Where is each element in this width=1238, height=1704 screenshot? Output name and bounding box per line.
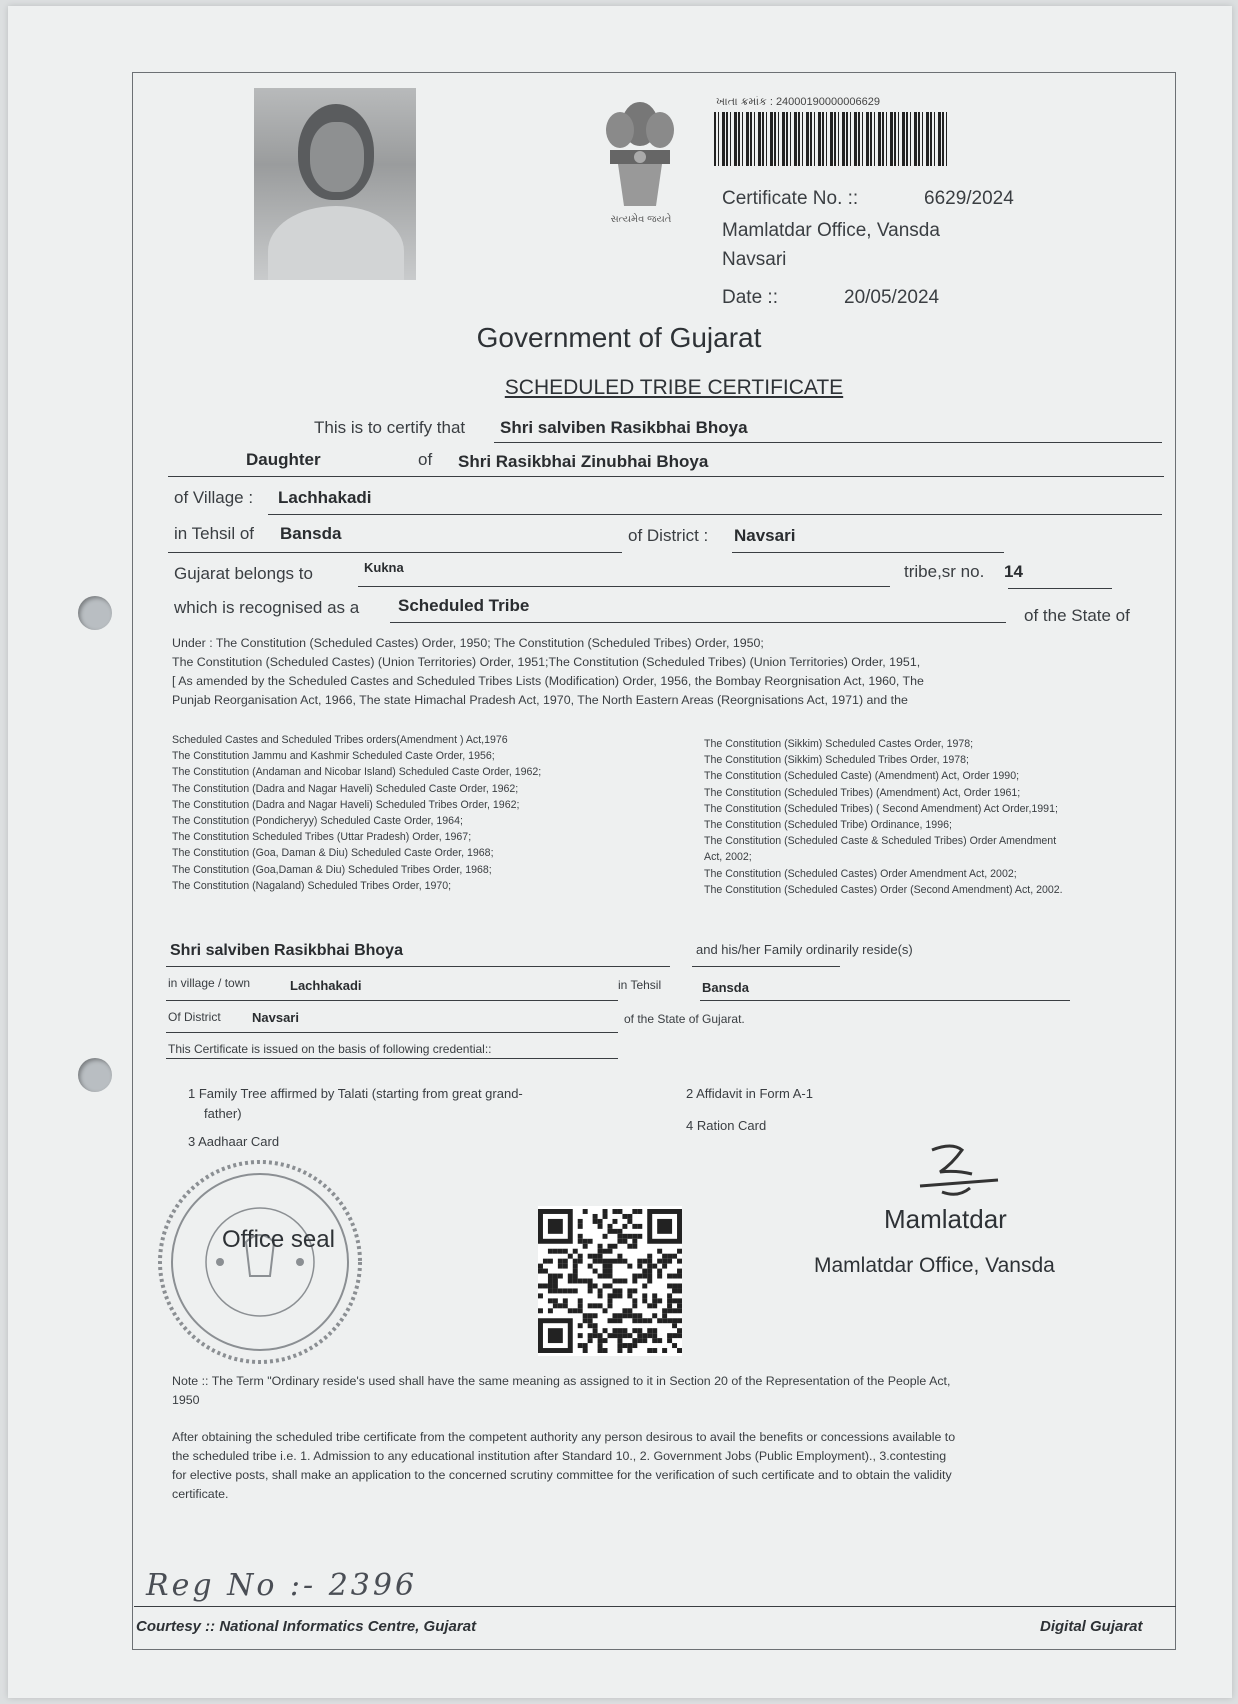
underline [168, 552, 622, 553]
signature-mark [912, 1142, 1002, 1208]
credential-item-4: 4 Ration Card [686, 1118, 767, 1133]
handwritten-reg-no: Reg No :- 2396 [146, 1568, 418, 1603]
residence-village: Lachhakadi [290, 978, 362, 993]
village-value: Lachhakadi [278, 488, 372, 507]
credential-item-2: 2 Affidavit in Form A-1 [686, 1086, 813, 1101]
residence-name: Shri salviben Rasikbhai Bhoya [170, 942, 403, 959]
residence-tehsil-label: in Tehsil [618, 978, 662, 992]
of-label: of [418, 450, 433, 469]
orders-right-list: The Constitution (Sikkim) Scheduled Castes Order, 1978; The Constitution (Sikkim) Scheduled Tribes Order, 1978; The Constitution (Scheduled Caste) (Amendment) Act, Order 1990; The Constitution (Scheduled Tribes) (Amendment) Act, Order 1961; The Constitution (Scheduled Tribes) ( Second Amendment) Act Order,1991; The Constitution (Scheduled Tribe) Ordinance, 1996; The Constitution (Scheduled Caste & Scheduled Tribes) Order Amendment Act, 2002; The Constitution (Scheduled Castes) Order Amendment Act, 2002; The Constitution (Scheduled Castes) Order (Second Amendment) Act, 2002. [704, 738, 1063, 896]
page-title: Government of Gujarat [476, 322, 762, 353]
sr-no: 14 [1004, 562, 1023, 581]
footer-courtesy: Courtesy :: National Informatics Centre, Gujarat [136, 1618, 477, 1635]
underline [358, 586, 890, 587]
date-label: Date :: [722, 287, 778, 308]
certificate-no-label: Certificate No. :: [722, 188, 859, 209]
barcode [714, 112, 950, 166]
underline [1008, 588, 1112, 589]
underline [166, 1032, 618, 1033]
residence-village-label: in village / town [168, 976, 251, 990]
underline [166, 1058, 618, 1059]
issue-date: 20/05/2024 [844, 287, 940, 308]
signatory-office: Mamlatdar Office, Vansda [814, 1254, 1055, 1277]
residence-state: of the State of Gujarat. [624, 1012, 745, 1026]
after-paragraph: After obtaining the scheduled tribe certificate from the competent authority any person desirous to avail the benefits or concessions available to the scheduled tribe i.e. 1. Admission to any educational institution after Standard 10., 2. Government Jobs (Public Employment)., 3.contesting for elective posts, shall make an application to the concerned scrutiny committee for the verification of such certificate and to obtain the validity certificate. [172, 1430, 956, 1501]
state-emblem-icon [600, 94, 680, 226]
credential-item-3: 3 Aadhaar Card [188, 1134, 280, 1149]
punch-hole [78, 596, 112, 630]
underline [390, 622, 1006, 623]
certify-label: This is to certify that [314, 418, 466, 437]
sr-label: tribe,sr no. [904, 562, 985, 581]
state-label: of the State of [1024, 606, 1130, 625]
family-label: and his/her Family ordinarily reside(s) [696, 942, 913, 957]
village-label: of Village : [174, 488, 254, 507]
residence-district: Navsari [252, 1010, 299, 1025]
underline [166, 1000, 618, 1001]
note-paragraph: Note :: The Term "Ordinary reside's used shall have the same meaning as assigned to it in Section 20 of the Representation of the People Act, 1950 [172, 1374, 951, 1407]
qr-code [538, 1206, 682, 1356]
underline [168, 476, 1164, 477]
issuing-district: Navsari [722, 249, 787, 270]
under-paragraph: Under : The Constitution (Scheduled Castes) Order, 1950; The Constitution (Scheduled Tribes) Order, 1950; The Constitution (Scheduled Castes) (Union Territories) Order, 1951;The Constitution (Scheduled Tribes) (Union Territories) Order, 1951, [ As amended by the Scheduled Castes and Scheduled Tribes Lists (Modification) Order, 1956, the Bombay Reorgnisation Act, 1960, The Punjab Reorganisation Act, 1966, The state Himachal Pradesh Act, 1970, The North Eastern Areas (Reorgnisations Act, 1971) and the [172, 636, 924, 707]
underline [700, 1000, 1070, 1001]
emblem-caption: સત્યમેવ જયતે [610, 214, 672, 225]
signatory-title: Mamlatdar [884, 1204, 1007, 1234]
underline [732, 552, 1004, 553]
holder-name: Shri salviben Rasikbhai Bhoya [500, 418, 748, 437]
orders-left-list: Scheduled Castes and Scheduled Tribes orders(Amendment ) Act,1976 The Constitution Jammu and Kashmir Scheduled Caste Order, 1956; The Constitution (Andaman and Nicobar Island) Scheduled Caste Order, 1962; The Constitution (Dadra and Nagar Haveli) Scheduled Caste Order, 1962; The Constitution (Dadra and Nagar Haveli) Scheduled Tribes Order, 1962; The Constitution (Pondicheryy) Scheduled Caste Order, 1964; The Constitution Scheduled Tribes (Uttar Pradesh) Order, 1967; The Constitution (Goa, Daman & Diu) Scheduled Caste Order, 1968; The Constitution (Goa,Daman & Diu) Scheduled Tribes Order, 1968; The Constitution (Nagaland) Scheduled Tribes Order, 1970; [172, 734, 542, 892]
underline [494, 442, 1162, 443]
belongs-label: Gujarat belongs to [174, 564, 313, 583]
tehsil-label: in Tehsil of [174, 524, 255, 543]
footer-brand: Digital Gujarat [1040, 1618, 1143, 1635]
relation: Daughter [246, 450, 321, 469]
footer-divider [134, 1606, 1176, 1607]
credentials-heading: This Certificate is issued on the basis of following credential:: [168, 1042, 492, 1056]
district-value: Navsari [734, 526, 796, 545]
underline [166, 966, 670, 967]
recognised-label: which is recognised as a [174, 598, 360, 617]
district-label: of District : [628, 526, 709, 545]
underline [268, 514, 1162, 515]
residence-district-label: Of District [168, 1010, 221, 1024]
parent-name: Shri Rasikbhai Zinubhai Bhoya [458, 452, 709, 471]
credential-item-1-cont: father) [204, 1106, 242, 1121]
recognised-value: Scheduled Tribe [398, 596, 530, 615]
tehsil-value: Bansda [280, 524, 342, 543]
credential-item-1: 1 Family Tree affirmed by Talati (starting from great grand- [188, 1086, 523, 1101]
tribe-name: Kukna [364, 560, 404, 575]
issuing-office: Mamlatdar Office, Vansda [722, 220, 940, 241]
certificate-no: 6629/2024 [924, 188, 1014, 209]
applicant-photo [254, 88, 416, 280]
punch-hole [78, 1058, 112, 1092]
office-seal-label: Office seal [222, 1226, 335, 1253]
office-seal-stamp [150, 1156, 370, 1368]
certificate-subtitle: SCHEDULED TRIBE CERTIFICATE [504, 376, 844, 399]
barcode-number: ખાતા ક્રમાંક : 24000190000006629 [716, 96, 880, 108]
residence-tehsil: Bansda [702, 980, 749, 995]
underline [692, 966, 840, 967]
